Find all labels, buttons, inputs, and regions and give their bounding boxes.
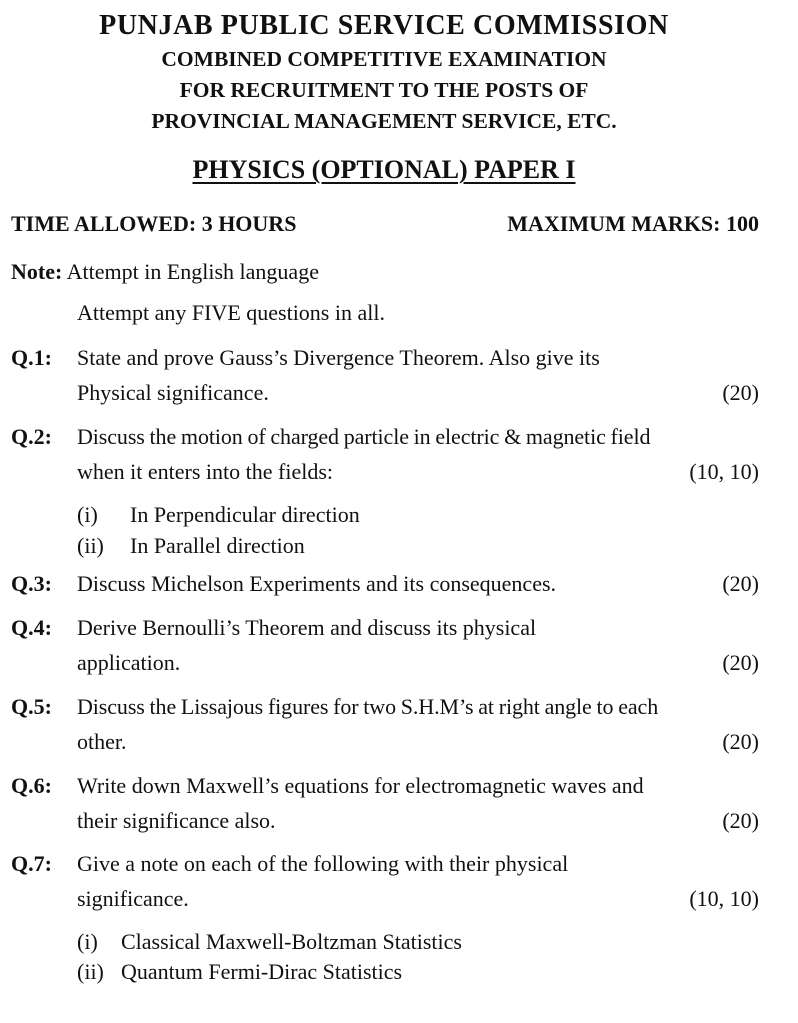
note-line-1: Attempt in English language [66, 259, 319, 284]
header [0, 8, 768, 137]
question-text: State and prove Gauss’s Divergence Theorem. Also give its [77, 345, 600, 370]
sub-item-text: In Parallel direction [130, 533, 305, 558]
question-number: Q.3: [11, 571, 52, 596]
question-text-end: Physical significance. [77, 380, 269, 405]
question-marks: (20) [722, 380, 759, 405]
question-text: Discuss Michelson Experiments and its consequences. [77, 571, 557, 596]
question-text-end: when it enters into the fields: [77, 459, 333, 484]
question-text: Write down Maxwell’s equations for electromagnetic waves and [77, 773, 644, 798]
question-text-end: other. [77, 729, 127, 754]
note-line-2: Attempt any FIVE questions in all. [77, 300, 385, 325]
sub-item-label: (i) [77, 502, 98, 527]
question-number: Q.5: [11, 694, 52, 719]
question-text-end: their significance also. [77, 808, 276, 833]
question-5 [11, 689, 759, 759]
question-number: Q.6: [11, 773, 52, 798]
recruitment-line: FOR RECRUITMENT TO THE POSTS OF [179, 78, 589, 102]
question-2 [11, 419, 759, 489]
question-text-end: application. [77, 650, 181, 675]
sub-item-text: In Perpendicular direction [130, 502, 360, 527]
sub-item-text: Quantum Fermi-Dirac Statistics [121, 959, 403, 984]
question-marks: (10, 10) [689, 459, 759, 484]
sub-item [77, 500, 360, 530]
question-number: Q.1: [11, 345, 52, 370]
question-text-end: significance. [77, 886, 189, 911]
question-marks: (20) [722, 650, 759, 675]
sub-item-text: Classical Maxwell-Boltzman Statistics [121, 929, 462, 954]
question-text: Discuss the motion of charged particle in electric & magnetic field [77, 424, 651, 449]
sub-item-label: (ii) [77, 959, 104, 984]
sub-item-label: (ii) [77, 533, 104, 558]
sub-item-label: (i) [77, 929, 98, 954]
service-line: PROVINCIAL MANAGEMENT SERVICE, ETC. [151, 109, 617, 133]
question-number: Q.2: [11, 424, 52, 449]
note [11, 257, 319, 287]
sub-item [77, 957, 402, 987]
question-4 [11, 610, 759, 680]
commission-title: PUNJAB PUBLIC SERVICE COMMISSION [99, 10, 669, 41]
question-number: Q.7: [11, 851, 52, 876]
question-marks: (20) [722, 571, 759, 596]
maximum-marks: MAXIMUM MARKS: 100 [507, 211, 759, 236]
question-number: Q.4: [11, 615, 52, 640]
note-label: Note: [11, 259, 63, 284]
question-7 [11, 846, 759, 916]
question-marks: (20) [722, 808, 759, 833]
question-marks: (10, 10) [689, 886, 759, 911]
question-marks: (20) [722, 729, 759, 754]
time-allowed: TIME ALLOWED: 3 HOURS [11, 211, 297, 236]
paper-title [0, 152, 768, 188]
question-text: Derive Bernoulli’s Theorem and discuss its physical [77, 615, 537, 640]
question-text: Discuss the Lissajous figures for two S.H.M’s at right angle to each [77, 694, 659, 719]
question-3 [11, 566, 759, 601]
sub-item [77, 927, 462, 957]
paper-title-text: PHYSICS (OPTIONAL) PAPER I [192, 155, 576, 184]
question-text: Give a note on each of the following with their physical [77, 851, 569, 876]
question-6 [11, 768, 759, 838]
question-1 [11, 340, 759, 410]
sub-item [77, 531, 305, 561]
exam-title: COMBINED COMPETITIVE EXAMINATION [161, 47, 607, 71]
